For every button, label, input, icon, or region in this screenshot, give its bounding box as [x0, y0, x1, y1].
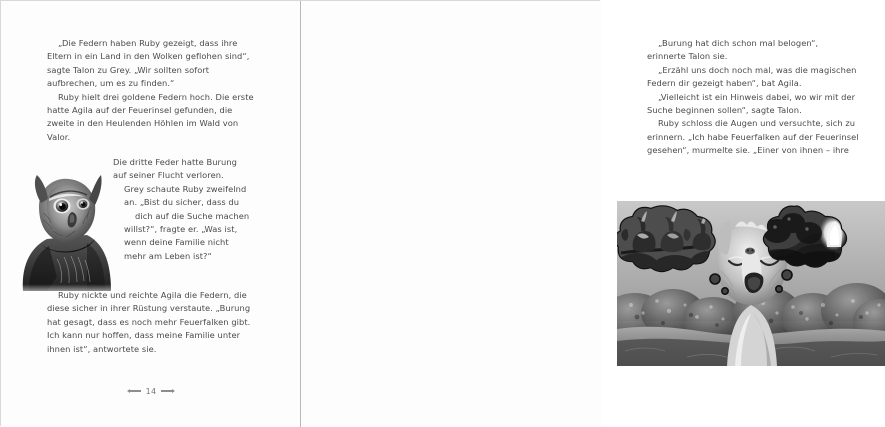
page-left — [1, 1, 301, 427]
paragraph: Ruby schloss die Augen und versuchte, sich zu erinnern. „Ich habe Feuerfalken auf der Feuerinsel gesehen“, murmelte sie. „Einer von ihnen – ihre — [647, 118, 859, 156]
left-page-top-text — [47, 37, 259, 144]
owl-illustration — [17, 173, 115, 297]
paragraph: „Burung hat dich schon mal belogen“, erinnerte Talon sie. — [647, 38, 819, 62]
text-line: Die dritte Feder hatte Burung — [113, 157, 237, 167]
scene-illustration — [617, 201, 885, 366]
paragraph: „Die Federn haben Ruby gezeigt, dass ihre Eltern in ein Land in den Wolken geflohen sind“, sagte Talon zu Grey. „Wir sollten sofort aufbrechen, um es zu finden.“ — [47, 38, 250, 89]
text-line: an. „Bist du sicher, dass du — [124, 197, 240, 208]
left-page-wrapped-text — [113, 156, 263, 263]
page-number-folio — [1, 387, 301, 396]
folio-ornament-right-icon — [161, 390, 172, 392]
paragraph: Ruby hielt drei goldene Federn hoch. Die erste hatte Agila auf der Feuerinsel gefunden, die zweite in den Heulenden Höhlen im Wald von Valor. — [47, 91, 254, 142]
folio-ornament-left-icon — [130, 390, 141, 392]
text-line: willst?“, fragte er. „Was ist, — [124, 224, 238, 235]
text-line: auf seiner Flucht verloren. — [113, 170, 224, 181]
page-number: 14 — [145, 387, 157, 396]
text-line: mehr am Leben ist?“ — [124, 250, 212, 261]
text-line: wenn deine Familie nicht — [124, 237, 229, 248]
text-line: dich auf die Suche machen — [135, 210, 250, 221]
book-spine-rule — [300, 1, 301, 427]
right-page-text — [647, 37, 859, 158]
text-line: Grey schaute Ruby zweifelnd — [124, 183, 247, 194]
paragraph: Ruby nickte und reichte Agila die Federn, die diese sicher in ihrer Rüstung verstaute. „Burung hat gesagt, dass es noch mehr Feuerfalken gibt. Ich kann nur hoffen, dass meine Familie unter ihnen ist“, antwortete sie. — [47, 290, 251, 354]
page-right — [301, 1, 859, 427]
left-page-bottom-text — [47, 289, 259, 356]
paragraph: „Erzähl uns doch noch mal, was die magischen Federn dir gezeigt haben“, bat Agila. — [647, 64, 857, 89]
paragraph: „Vielleicht ist ein Hinweis dabei, wo wir mit der Suche beginnen sollen“, sagte Talon. — [647, 91, 856, 116]
